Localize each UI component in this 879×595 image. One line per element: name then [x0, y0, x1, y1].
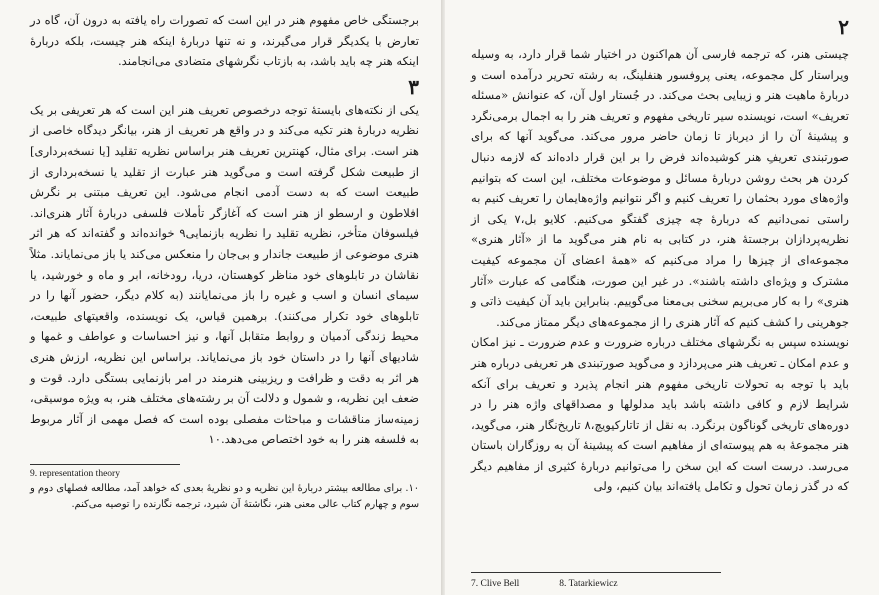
footnote-9: 9. representation theory [30, 468, 120, 479]
footnote-divider [30, 464, 180, 465]
section-number: ۲ [838, 15, 849, 39]
right-page [445, 0, 879, 595]
section-number: ۳ [408, 74, 419, 99]
paragraph-1: چیستی هنر، که ترجمه فارسی آن هم‌اکنون در اختیار شما قرار دارد، به وسیله ویراستار کل مجموعه، یعنی پروفسور هنفلینگ، به رشته تحریر درآمده است و دربارهٔ ماهیت هنر و زیبایی بحث می‌کند. در جُستار اول آن، که عنوانش «مسئله تعریف» است، نویسنده سیر تاریخی مفهوم و تعریف هنر را به اجمال برمی‌نگرد و پیشینهٔ آن را از دیرباز تا زمان حاضر مرور می‌کند. می‌گوید آنها که برای صورتبندی تعریفِ هنر کوشیده‌اند فرض را بر این قرار داده‌اند که لازمه دنبال کردن هر بحث روشن دربارهٔ مسائل و موضوعات مختلف، این است که بتوانیم واژه‌های مورد بحثمان را تعریف کنیم و اگر نتوانیم واژه‌هایمان را تعریف کنیم به راستی نمی‌دانیم که دربارهٔ چه چیزی گفتگو می‌کنیم. کلایو بل،۷ یکی از نظریه‌پردازان برجستهٔ هنر، در کتابی به نام هنر می‌گوید ما از «آثار هنری» مجموعه‌ای از چیزها را مراد می‌کنیم که «همهٔ اعضای آن مجموعه کیفیت مشترک و ویژه‌ای داشته باشند». در غیر این صورت، هنگامی که عبارت «آثار هنری» را به کار می‌بریم سخنی بی‌معنا می‌گوییم. بنابراین باید آن کیفیت ذاتی و جوهرینی را کشف کنیم که آثار هنری را از مجموعه‌های دیگر ممتاز می‌کند. [471, 47, 849, 329]
paragraph-2: نویسنده سپس به نگرشهای مختلف درباره ضرورت و عدم ضرورت ـ نیز امکان و عدم امکان ـ تعریف هنر می‌پردازد و می‌گوید صورتبندی هر تعریفی درباره هنر باید با توجه به تحولات تاریخی مفهوم هنر انجام پذیرد و تعریف برای آنکه شرایط لازم و کافی داشته باشد باید مدلولها و مصداقهای واژه هنر را در دوره‌های تاریخی گوناگون برنگرد. به نقل از تاتارکیویچ،۸ تاریخ‌نگار هنر، می‌گوید، هنر مجموعهٔ به هم پیوسته‌ای از مفاهیم است که پیشینهٔ آن به روزگاران باستان می‌رسد. درست است که این سخن را می‌توانیم دربارهٔ کثیری از مفاهیم دیگر که در گذر زمان تحول و تکامل یافته‌اند بیان کنیم، ولی [471, 335, 850, 494]
intro-paragraph: برجستگی خاص مفهوم هنر در این است که تصورات راه یافته به درون آن، گاه در تعارض با یکدیگر قرار می‌گیرند، و نه تنها دربارهٔ اینکه هنر چیست، بلکه دربارهٔ اینکه هنر چه باید باشد، به بازتاب نگرشهای متضادی می‌انجامند. [30, 13, 419, 69]
footnotes [471, 572, 721, 589]
footnote-7: 7. Clive Bell [471, 579, 520, 589]
footnote-8: 8. Tatarkiewicz [559, 579, 618, 589]
section-paragraph: یکی از نکته‌های بایستهٔ توجه درخصوص تعریف هنر این است که هر تعریفی بر یک نظریه دربارهٔ هنر تکیه می‌کند و در واقع هر تعریف از هنر، بیانگر دیدگاه خاصی از هنر است. برای مثال، کهنترین تعریف هنر براساس نظریه تقلید [یا نسخه‌برداری] از طبیعت شکل گرفته است و می‌گوید هنر عبارت از تقلید یا نسخه‌برداری از طبیعت است که به دست آدمی انجام می‌شود. این تعریف مبتنی بر نگرش افلاطون و ارسطو از هنر است که آغازگر تأملات فلسفی دربارهٔ آثار هنری‌اند. فیلسوفان متأخر، نظریه تقلید را نظریه بازنمایی۹ خوانده‌اند و گفته‌اند که هر اثر هنری موضوعی از طبیعت جاندار و بی‌جان را منعکس می‌کند یا باز می‌نمایاند. مثلاً نقاشان در تابلوهای خود مناظر کوهستان، دریا، رودخانه، ابر و ماه و خورشید، یا سیمای انسان و اسب و غیره را باز می‌نمایانند (به کلام دیگر، حضور آنها را در تابلوهای خود تکرار می‌کنند). برهمین قیاس، یک نویسنده، واقعیتهای طبیعت، محیط زندگی آدمیان و روابط متقابل آنها، و نیز احساسات و عواطف و غمها و شادیهای آنها را در داستان خود باز می‌نمایاند. براساس این نظریه، ارزش هنری هر اثر به دقت و ظرافت و ریزبینی هنرمند در امر بازنمایی بستگی دارد. قوت و ضعف این نظریه، و شمول و دلالت آن بر رشته‌های مختلف هنر، به ویژه موسیقی، زمینه‌ساز مناقشات و مباحثات مفصلی بوده است که فصل مهمی از آثار مربوط به فلسفه هنر را به خود اختصاص می‌دهد.۱۰ [30, 102, 419, 447]
footnote-10: ۱۰. برای مطالعه بیشتر دربارهٔ این نظریه و دو نظریهٔ بعدی که خواهد آمد، مطالعه فصلهای دوم و سوم و چهارم کتاب عالی معنی هنر، نگاشتهٔ آن شیرد، ترجمه نگارنده را توصیه می‌کنم. [30, 482, 419, 510]
